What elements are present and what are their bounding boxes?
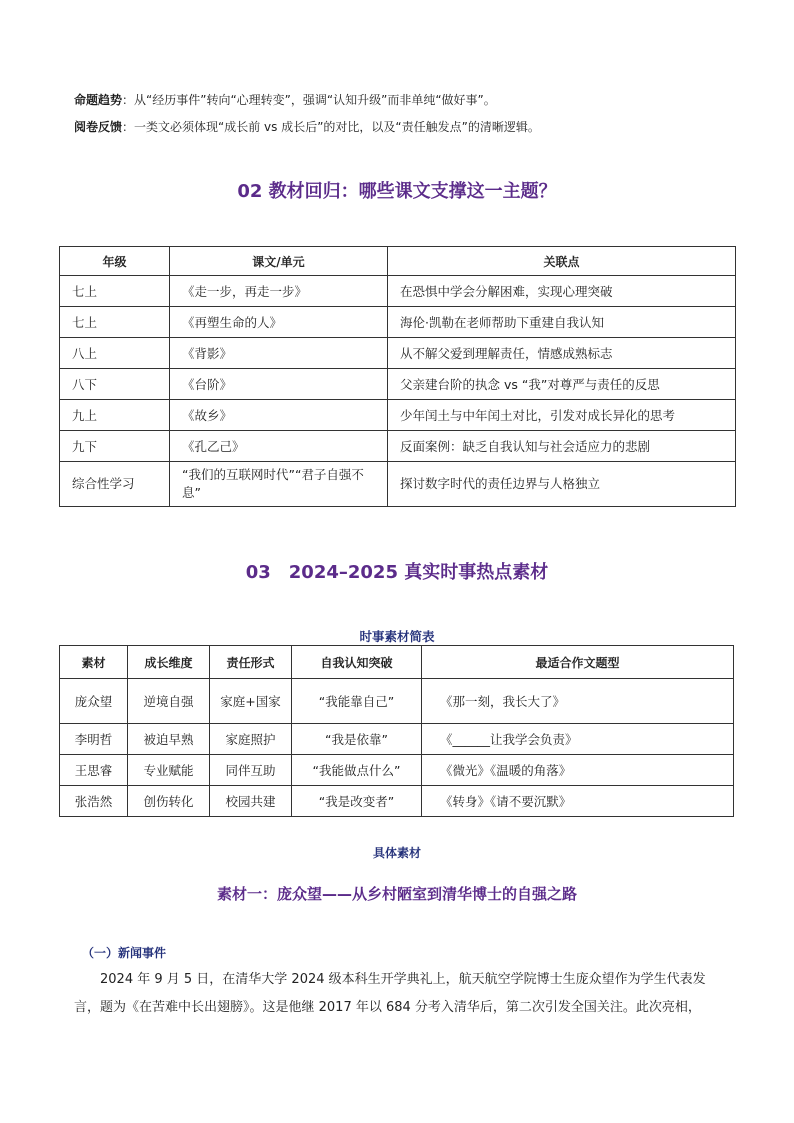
grading-feedback-line xyxy=(74,119,540,135)
growth-dimension-cell: 专业赋能 xyxy=(128,755,210,786)
lesson-cell: 《孔乙己》 xyxy=(170,431,388,462)
header-material: 素材 xyxy=(60,646,128,679)
relevance-cell: 反面案例：缺乏自我认知与社会适应力的悲剧 xyxy=(388,431,736,462)
news-paragraph-line-1: 2024 年 9 月 5 日，在清华大学 2024 级本科生开学典礼上，航天航空学院博士生庞众望作为学生代表发 xyxy=(100,972,706,987)
section-02-title: 02 教材回归：哪些课文支撑这一主题？ xyxy=(237,181,557,202)
table-row xyxy=(60,307,736,338)
table-row xyxy=(60,369,736,400)
table-row xyxy=(60,462,736,507)
relevance-cell: 海伦·凯勒在老师帮助下重建自我认知 xyxy=(388,307,736,338)
grading-feedback-text: ：一类文必须体现“成长前 vs 成长后”的对比，以及“责任触发点”的清晰逻辑。 xyxy=(122,120,540,134)
responsibility-form-cell: 同伴互助 xyxy=(210,755,292,786)
proposition-trend-label: 命题趋势 xyxy=(74,93,123,107)
table-row xyxy=(60,400,736,431)
lesson-cell: “我们的互联网时代”“君子自强不息” xyxy=(170,462,388,507)
lesson-cell: 《背影》 xyxy=(170,338,388,369)
grade-cell: 八下 xyxy=(60,369,170,400)
responsibility-form-cell: 家庭+国家 xyxy=(210,679,292,724)
material-cell: 王思睿 xyxy=(60,755,128,786)
grade-cell: 九上 xyxy=(60,400,170,431)
relevance-cell: 父亲建台阶的执念 vs “我”对尊严与责任的反思 xyxy=(388,369,736,400)
textbook-table xyxy=(59,246,736,507)
material-cell: 庞众望 xyxy=(60,679,128,724)
grade-cell: 七上 xyxy=(60,307,170,338)
header-relevance: 关联点 xyxy=(388,247,736,276)
essay-type-cell: 《那一刻，我长大了》 xyxy=(422,679,734,724)
proposition-trend-line xyxy=(74,92,496,108)
growth-dimension-cell: 被迫早熟 xyxy=(128,724,210,755)
section-03-title: 03 2024–2025 真实时事热点素材 xyxy=(245,562,549,583)
textbook-table-header xyxy=(60,247,736,276)
table-row xyxy=(60,724,734,755)
table-row xyxy=(60,755,734,786)
grade-cell: 九下 xyxy=(60,431,170,462)
header-responsibility-form: 责任形式 xyxy=(210,646,292,679)
grade-cell: 综合性学习 xyxy=(60,462,170,507)
table-row xyxy=(60,786,734,817)
header-lesson: 课文/单元 xyxy=(170,247,388,276)
relevance-cell: 少年闰土与中年闰土对比，引发对成长异化的思考 xyxy=(388,400,736,431)
table-row xyxy=(60,431,736,462)
grade-cell: 七上 xyxy=(60,276,170,307)
material-one-title: 素材一：庞众望——从乡村陋室到清华博士的自强之路 xyxy=(216,885,577,903)
lesson-cell: 《走一步，再走一步》 xyxy=(170,276,388,307)
lesson-cell: 《故乡》 xyxy=(170,400,388,431)
concrete-material-label: 具体素材 xyxy=(372,846,421,860)
grading-feedback-label: 阅卷反馈 xyxy=(74,120,123,134)
material-cell: 李明哲 xyxy=(60,724,128,755)
header-self-awareness: 自我认知突破 xyxy=(292,646,422,679)
grade-cell: 八上 xyxy=(60,338,170,369)
header-grade: 年级 xyxy=(60,247,170,276)
material-cell: 张浩然 xyxy=(60,786,128,817)
table-row xyxy=(60,679,734,724)
news-material-table xyxy=(59,645,734,817)
essay-type-cell: 《转身》《请不要沉默》 xyxy=(422,786,734,817)
relevance-cell: 从不解父爱到理解责任，情感成熟标志 xyxy=(388,338,736,369)
relevance-cell: 探讨数字时代的责任边界与人格独立 xyxy=(388,462,736,507)
self-awareness-cell: “我是改变者” xyxy=(292,786,422,817)
relevance-cell: 在恐惧中学会分解困难，实现心理突破 xyxy=(388,276,736,307)
news-paragraph-line-2: 言，题为《在苦难中长出翅膀》。这是他继 2017 年以 684 分考入清华后，第二次引发全国关注。此次亮相， xyxy=(74,1000,701,1015)
growth-dimension-cell: 创伤转化 xyxy=(128,786,210,817)
growth-dimension-cell: 逆境自强 xyxy=(128,679,210,724)
header-growth-dimension: 成长维度 xyxy=(128,646,210,679)
table-row xyxy=(60,276,736,307)
proposition-trend-text: ：从“经历事件”转向“心理转变”，强调“认知升级”而非单纯“做好事”。 xyxy=(122,93,496,107)
news-table-header xyxy=(60,646,734,679)
header-essay-type: 最适合作文题型 xyxy=(422,646,734,679)
news-table-caption: 时事素材简表 xyxy=(359,629,435,644)
self-awareness-cell: “我是依靠” xyxy=(292,724,422,755)
lesson-cell: 《台阶》 xyxy=(170,369,388,400)
news-event-heading: （一）新闻事件 xyxy=(82,946,167,960)
essay-type-cell: 《______让我学会负责》 xyxy=(422,724,734,755)
essay-type-cell: 《微光》《温暖的角落》 xyxy=(422,755,734,786)
responsibility-form-cell: 家庭照护 xyxy=(210,724,292,755)
table-row xyxy=(60,338,736,369)
lesson-cell: 《再塑生命的人》 xyxy=(170,307,388,338)
self-awareness-cell: “我能靠自己” xyxy=(292,679,422,724)
responsibility-form-cell: 校园共建 xyxy=(210,786,292,817)
self-awareness-cell: “我能做点什么” xyxy=(292,755,422,786)
